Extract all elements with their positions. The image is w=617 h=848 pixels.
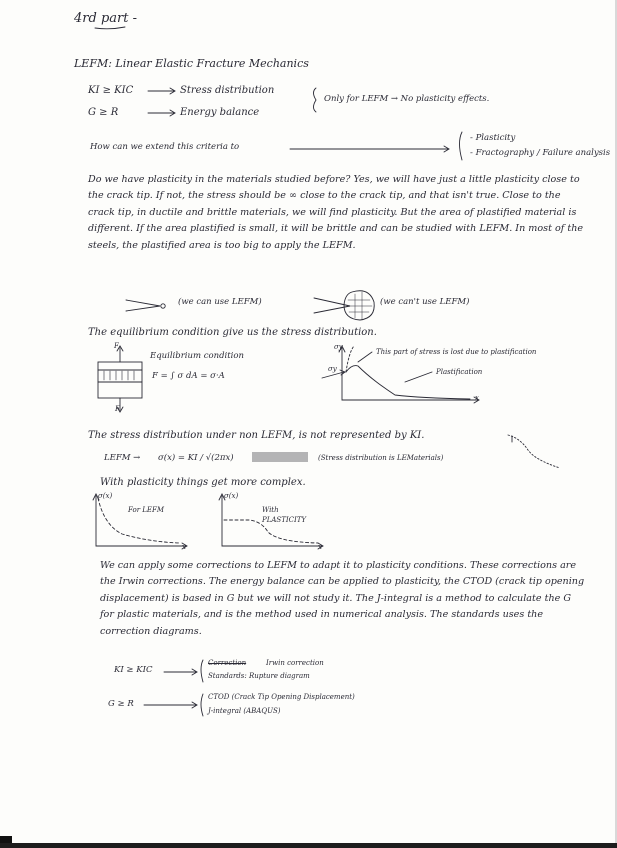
- lefm-asymptote-sketch: [508, 435, 560, 468]
- corrections-paragraph: We can apply some corrections to LEFM to adapt it to plasticity conditions. These corrections are the Irwin corrections. The energy balance can be applied to plasticity, the CTOD (crack tip opening displacement) is based in G but we will not study it. The J-integral is a method to calculate the G for plastic materials, and is the method used in numerical analysis. The standards uses the correction diagrams.: [100, 560, 585, 637]
- stress-graph-x-label: x: [475, 394, 479, 402]
- graph2-label-plasticity: PLASTICITY: [262, 516, 307, 524]
- summary-rupture-diagram: Standards: Rupture diagram: [208, 672, 310, 680]
- force-top-label: F: [114, 342, 119, 350]
- force-down-arrow-icon: [117, 398, 123, 412]
- stress-lost-note: This part of stress is lost due to plastification: [376, 348, 537, 356]
- summary-irwin-correction: Irwin correction: [266, 659, 324, 667]
- summary-k-arrow-icon: [164, 669, 197, 675]
- force-bottom-label: F: [115, 405, 120, 413]
- crack-tip-sketch-small: [126, 300, 160, 311]
- lefm-title: LEFM: Linear Elastic Fracture Mechanics: [74, 57, 309, 70]
- extend-arrow-icon: [290, 146, 449, 152]
- plastification-label: Plastification: [436, 368, 483, 376]
- graph2-y-label: σ(x): [224, 492, 239, 500]
- title-underline: [95, 27, 125, 29]
- extend-option-plasticity: - Plasticity: [470, 133, 516, 143]
- graph1-y-label: σ(x): [98, 492, 113, 500]
- extend-option-fractography: - Fractography / Failure analysis: [470, 148, 611, 158]
- extend-brace: [460, 132, 463, 160]
- plasticity-complex-statement: With plasticity things get more complex.: [100, 477, 306, 488]
- lefm-formula-prefix: LEFM →: [104, 453, 141, 463]
- stress-distribution-note: (Stress distribution is LEMaterials): [318, 454, 444, 462]
- stress-graph-point: σy: [328, 365, 337, 373]
- graph-plasticity: [219, 494, 323, 549]
- summary-g-brace: [201, 694, 203, 716]
- summary-j-integral: J-integral (ABAQUS): [208, 707, 281, 715]
- summary-k-brace: [201, 660, 203, 682]
- extend-question: How can we extend this criteria to: [90, 142, 240, 152]
- page-title: 4rd part -: [74, 11, 137, 26]
- summary-ctod: CTOD (Crack Tip Opening Displacement): [208, 693, 355, 701]
- graph2-label-with: With: [262, 506, 279, 514]
- specimen-sketch: [98, 346, 142, 412]
- stress-graph-y-label: σy: [334, 343, 343, 351]
- graph1-label: For LEFM: [128, 506, 165, 514]
- equilibrium-formula: F = ∫ σ dA = σ·A: [152, 371, 225, 381]
- force-up-arrow-icon: [117, 346, 123, 362]
- scribbled-out-text: [252, 452, 308, 462]
- arrow-to-stress-icon: [148, 88, 175, 94]
- lefm-criterion-g: G ≥ R: [88, 107, 119, 118]
- lefm-stress-formula: σ(x) = KI / √(2πx): [158, 453, 234, 463]
- graph-lefm: [93, 494, 187, 549]
- plastified-stress-curve: [346, 366, 470, 399]
- summary-struck-word: Correction: [208, 659, 247, 667]
- graph2-x-label: x: [318, 543, 322, 551]
- lefm-criterion-k: KI ≥ KIC: [88, 85, 134, 96]
- summary-g-criterion: G ≥ R: [108, 699, 134, 709]
- plasticity-paragraph: Do we have plasticity in the materials studied before? Yes, we will have just a little plasticity close to the crack tip. If not, the stress should be ∞ close to the crack tip, and that isn't true. Close to the crack tip, in ductile and brittle materials, we will find plasticity. But the area of plastified material is different. If the area plastified is small, it will be brittle and can be studied with LEFM. In most of the steels, the plastified area is too big to apply the LEFM.: [88, 174, 584, 251]
- crack-can-label: (we can use LEFM): [178, 297, 262, 307]
- plastification-graph: [322, 346, 479, 403]
- lefm-only-note: Only for LEFM → No plasticity effects.: [324, 94, 490, 104]
- graph1-x-label: x: [182, 543, 186, 551]
- summary-k-criterion: KI ≥ KIC: [114, 665, 153, 675]
- lefm-stress-distribution: Stress distribution: [180, 85, 275, 96]
- arrow-to-energy-icon: [148, 110, 175, 116]
- lefm-energy-balance: Energy balance: [180, 107, 260, 118]
- summary-g-arrow-icon: [144, 702, 197, 708]
- crack-cant-label: (we can't use LEFM): [380, 297, 470, 307]
- stress-distribution-statement: The stress distribution under non LEFM, is not represented by KI.: [88, 430, 425, 441]
- lefm-brace: [314, 88, 317, 112]
- equilibrium-intro: The equilibrium condition give us the stress distribution.: [88, 327, 377, 338]
- equilibrium-condition-label: Equilibrium condition: [150, 351, 244, 361]
